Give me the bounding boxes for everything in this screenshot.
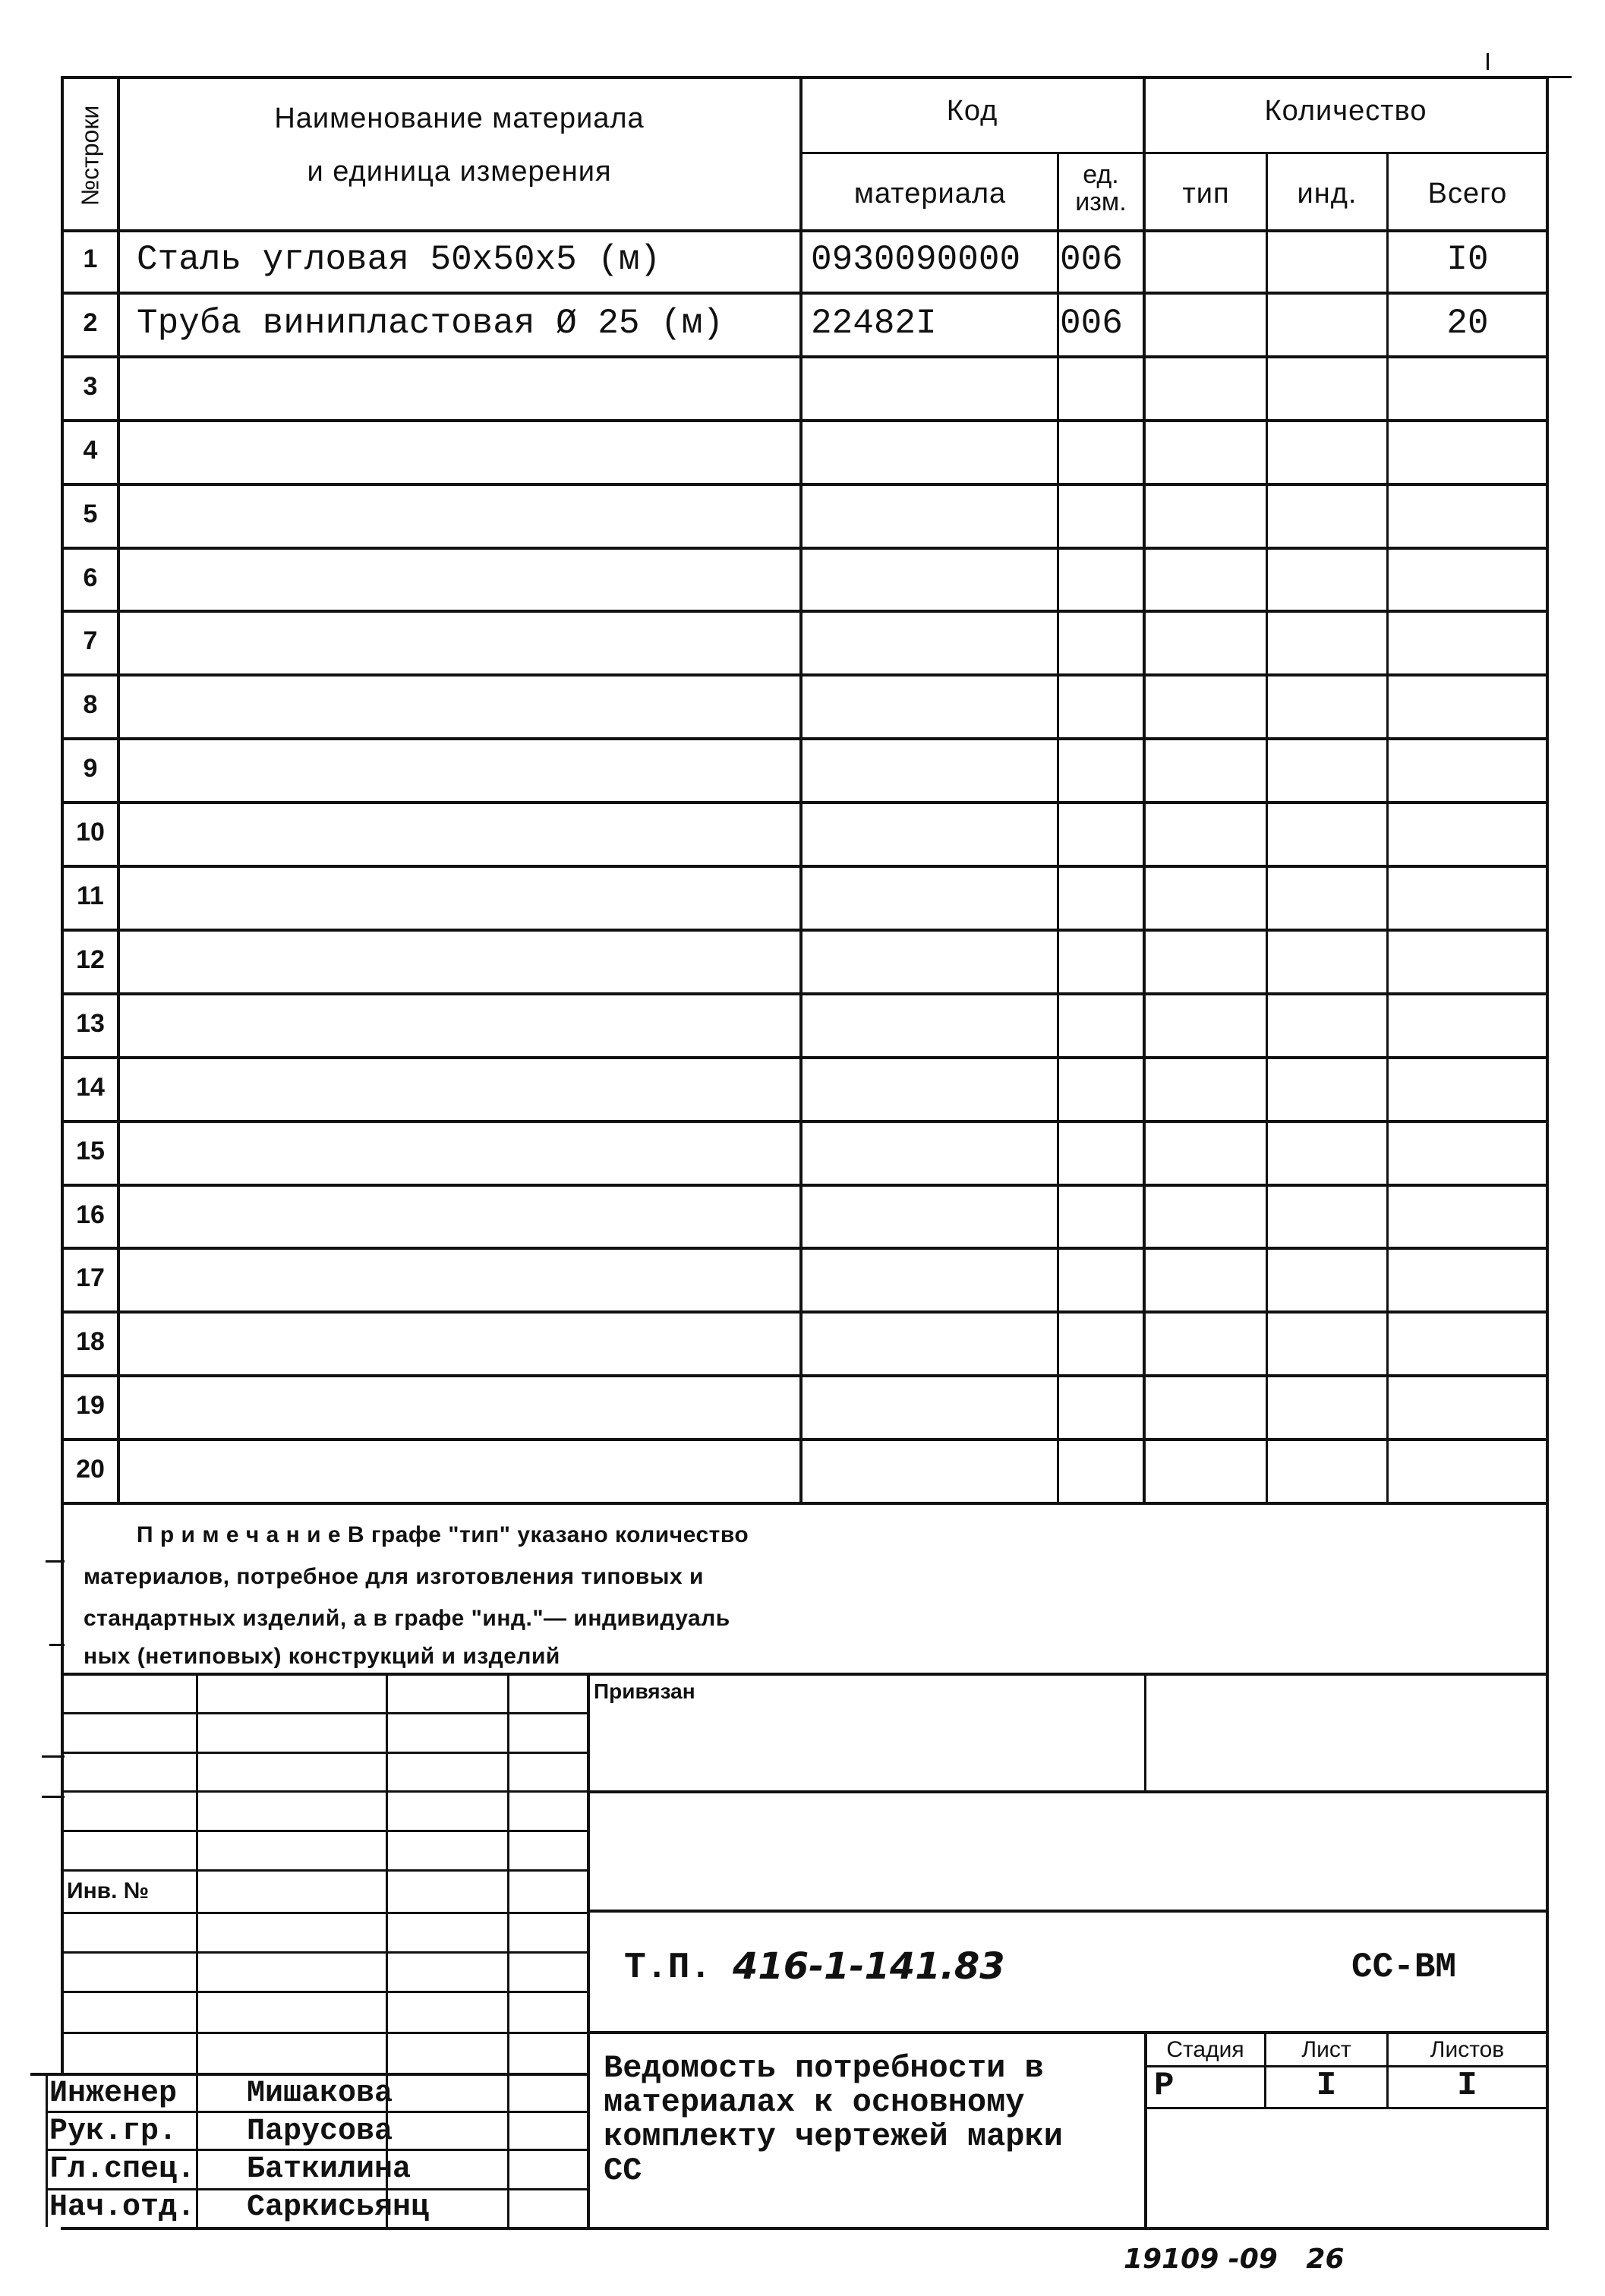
sheets-value: I xyxy=(1457,2067,1477,2105)
row-number: 17 xyxy=(76,1263,105,1293)
row-number: 20 xyxy=(76,1455,105,1484)
row-divider xyxy=(61,1247,1549,1250)
footer-archive-number: 19109 -09 26 xyxy=(1124,2244,1345,2275)
signature-role-3: Гл.спец. xyxy=(49,2152,196,2187)
row-divider xyxy=(61,483,1549,486)
signature-name-1: Мишакова xyxy=(247,2077,393,2111)
row-number: 6 xyxy=(83,563,98,592)
row-divider xyxy=(61,929,1549,932)
row-number: 19 xyxy=(76,1391,105,1421)
document-title-line-4: СС xyxy=(604,2152,642,2189)
signature-role-1: Инженер xyxy=(49,2077,178,2111)
row-material-code: 22482I xyxy=(811,303,937,343)
stage-label: Стадия xyxy=(1166,2037,1244,2062)
row-number: 16 xyxy=(76,1200,105,1229)
row-divider xyxy=(61,292,1549,295)
sheet-label: Лист xyxy=(1301,2037,1351,2062)
row-qty-total: I0 xyxy=(1446,240,1489,279)
row-unit-code: 006 xyxy=(1060,303,1123,343)
signature-name-3: Баткилина xyxy=(247,2152,411,2187)
signature-role-4: Нач.отд. xyxy=(49,2190,196,2225)
row-divider xyxy=(61,865,1549,868)
note-line-4: ных (нетиповых) конструкций и изделий xyxy=(84,1644,560,1669)
qty-total-header: Всего xyxy=(1427,178,1508,210)
row-material-code: 0930090000 xyxy=(811,240,1021,279)
row-number: 4 xyxy=(83,435,98,465)
row-qty-total: 20 xyxy=(1446,303,1489,343)
note-line-1: П р и м е ч а н и е В графе "тип" указано количество xyxy=(137,1522,749,1547)
document-title-line-1: Ведомость потребности в xyxy=(604,2050,1044,2086)
document-title-line-3: комплекту чертежей марки xyxy=(604,2118,1063,2155)
row-number: 5 xyxy=(83,499,98,528)
qty-type-header: тип xyxy=(1182,178,1230,210)
row-number: 1 xyxy=(83,244,98,273)
code-material-header: материала xyxy=(853,178,1007,210)
row-divider xyxy=(61,1502,1549,1505)
signature-name-2: Парусова xyxy=(247,2115,393,2149)
row-divider xyxy=(61,355,1549,358)
row-divider xyxy=(61,737,1549,740)
row-divider xyxy=(61,1120,1549,1123)
row-number: 18 xyxy=(76,1327,105,1357)
row-number: 14 xyxy=(76,1072,105,1102)
row-divider xyxy=(61,673,1549,676)
row-divider xyxy=(61,547,1549,550)
row-divider xyxy=(61,1310,1549,1314)
row-divider xyxy=(61,610,1549,613)
qty-ind-header: инд. xyxy=(1297,178,1357,210)
row-divider xyxy=(61,1374,1549,1377)
code-header: Код xyxy=(946,95,998,127)
signature-role-2: Рук.гр. xyxy=(49,2115,178,2149)
row-number: 15 xyxy=(76,1136,105,1165)
row-divider xyxy=(61,992,1549,995)
row-material-name: Сталь угловая 50х50х5 (м) xyxy=(137,240,661,279)
privyazan-label: Привязан xyxy=(594,1679,695,1703)
row-unit-code: 006 xyxy=(1060,240,1123,279)
quantity-header: Количество xyxy=(1264,95,1427,127)
row-number: 2 xyxy=(83,308,98,337)
sheets-label: Листов xyxy=(1430,2037,1505,2062)
name-header-line1: Наименование материала xyxy=(274,102,645,134)
row-number: 11 xyxy=(77,882,104,910)
inventory-number-label: Инв. № xyxy=(67,1878,150,1903)
drawing-mark: СС-ВМ xyxy=(1351,1948,1457,1987)
tp-label: Т.П. xyxy=(624,1948,712,1988)
row-divider xyxy=(61,1184,1549,1187)
note-line-2: материалов, потребное для изготовления типовых и xyxy=(84,1564,704,1589)
signature-name-4: Саркисьянц xyxy=(247,2190,430,2225)
row-number: 13 xyxy=(76,1008,105,1038)
row-number: 10 xyxy=(76,818,105,847)
name-header-line2: и единица измерения xyxy=(307,156,612,188)
row-number: 3 xyxy=(83,371,98,401)
row-number: 8 xyxy=(83,690,98,720)
row-material-name: Труба винипластовая Ø 25 (м) xyxy=(137,303,724,343)
row-divider xyxy=(61,801,1549,804)
note-line-3: стандартных изделий, а в графе "инд."— индивидуаль xyxy=(84,1606,730,1631)
code-unit-header: ед. изм. xyxy=(1075,160,1127,216)
tp-number: 416-1-141.83 xyxy=(733,1945,1005,1988)
row-divider xyxy=(61,419,1549,422)
row-number: 7 xyxy=(83,626,98,656)
row-divider xyxy=(61,1056,1549,1059)
stage-value: Р xyxy=(1154,2067,1175,2105)
row-number: 12 xyxy=(76,945,105,974)
row-number-header: №строки xyxy=(76,105,104,207)
sheet-value: I xyxy=(1316,2067,1337,2105)
row-number: 9 xyxy=(83,754,98,784)
document-title-line-2: материалах к основному xyxy=(604,2084,1025,2121)
row-divider xyxy=(61,1438,1549,1441)
